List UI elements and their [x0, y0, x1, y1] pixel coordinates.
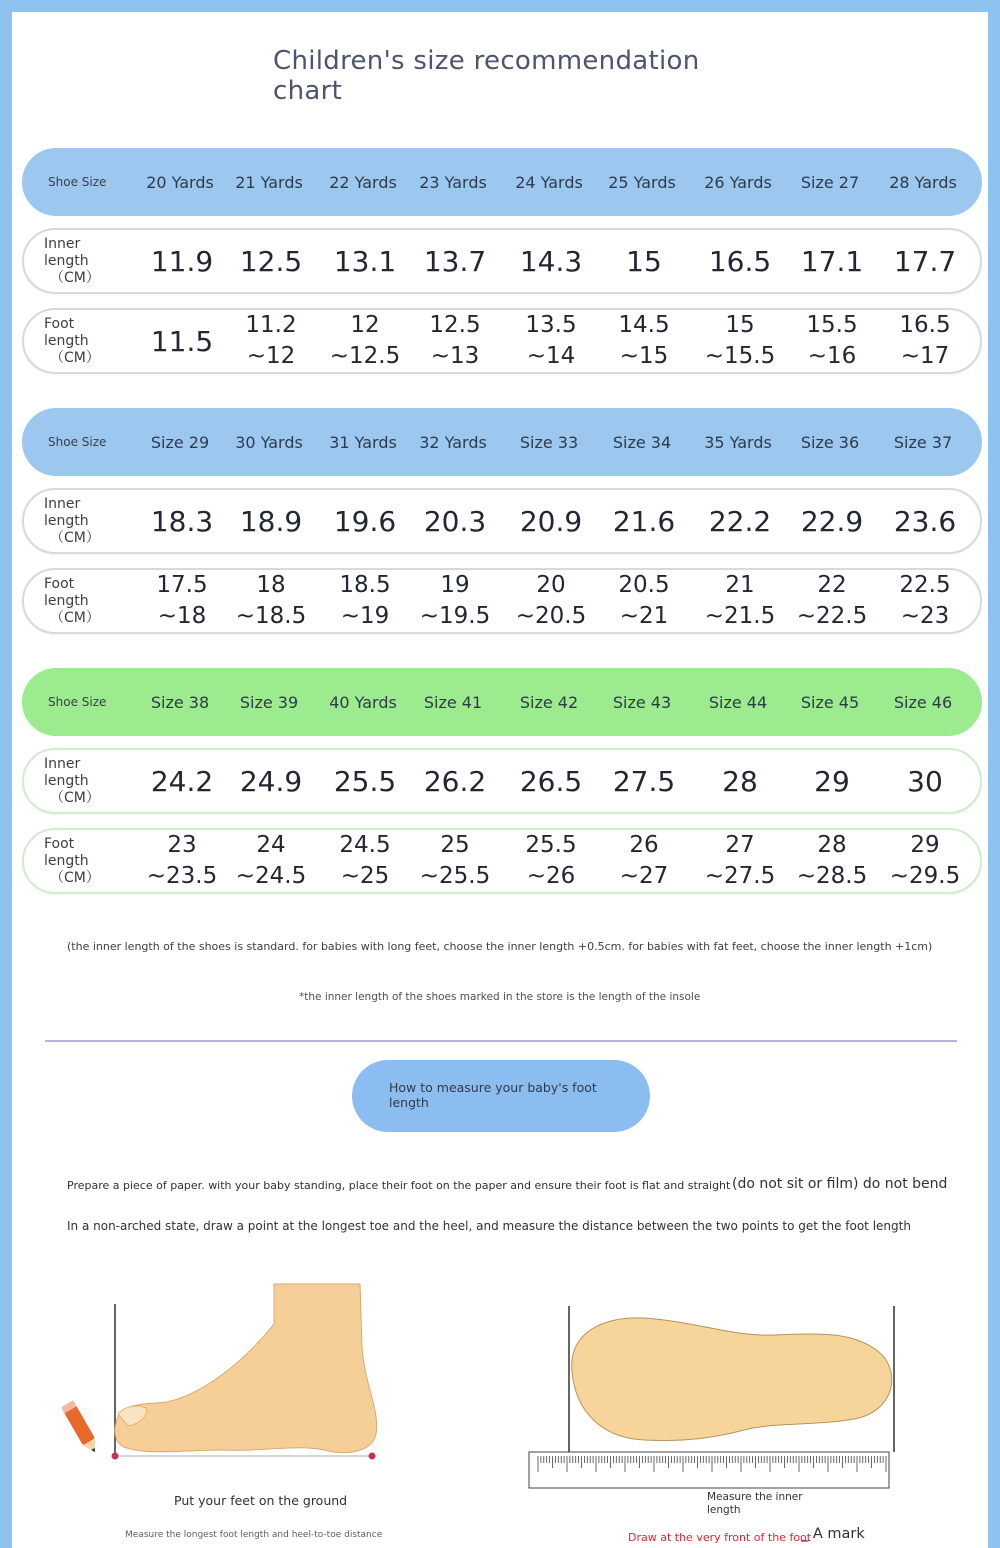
shoe-size-label: Shoe Size — [48, 175, 107, 189]
foot-length-cell — [236, 830, 306, 892]
inner-length-cell: 26.5 — [519, 764, 583, 798]
shoe-size-label: Shoe Size — [48, 435, 107, 449]
inner-length-cell: 26.2 — [423, 764, 487, 798]
foot-length-cell — [890, 830, 960, 892]
caption-measure-longest: Measure the longest foot length and heel-to-toe distance — [125, 1530, 383, 1540]
foot-length-label — [44, 310, 100, 372]
foot-length-cell — [620, 830, 669, 892]
foot-length-value: ~27 — [619, 863, 669, 889]
foot-length-value: 14.5 — [618, 312, 670, 338]
inner-length-cell: 19.6 — [333, 504, 397, 538]
size-header-cell: 25 Yards — [608, 172, 676, 192]
foot-length-cell — [618, 570, 669, 632]
foot-length-row — [22, 828, 982, 894]
size-header-cell: 24 Yards — [515, 172, 583, 192]
size-header-cell: Size 34 — [612, 432, 672, 452]
foot-length-value: 25 — [440, 832, 470, 858]
size-header-cell: 32 Yards — [419, 432, 487, 452]
foot-length-value: 25.5 — [525, 832, 577, 858]
foot-length-value: ~19 — [340, 603, 390, 629]
foot-length-value: ~27.5 — [704, 863, 776, 889]
inner-length-cell: 14.3 — [519, 244, 583, 278]
inner-length-cell: 27.5 — [612, 764, 676, 798]
measure-heading: How to measure your baby's foot length — [352, 1060, 650, 1132]
foot-length-value: ~18 — [157, 603, 207, 629]
size-header-cell: 30 Yards — [235, 432, 303, 452]
foot-length-value: ~16 — [807, 343, 857, 369]
foot-length-value: ~23.5 — [146, 863, 218, 889]
foot-length-cell — [420, 570, 490, 632]
foot-length-value: 15.5 — [806, 312, 858, 338]
foot-length-value: ~12.5 — [329, 343, 401, 369]
inner-length-label-part: length — [44, 512, 89, 529]
inner-length-label-part: Inner — [44, 495, 81, 512]
caption-a-mark: _ A mark — [801, 1526, 865, 1542]
foot-length-value: 11.5 — [150, 324, 214, 358]
foot-length-value: ~25 — [340, 863, 390, 889]
inner-length-label — [44, 230, 100, 292]
foot-length-cell — [429, 310, 480, 372]
foot-length-value: ~13 — [430, 343, 480, 369]
foot-length-value: 12 — [350, 312, 380, 338]
foot-length-value: ~25.5 — [419, 863, 491, 889]
foot-length-cell — [516, 570, 586, 632]
size-header-cell: 21 Yards — [235, 172, 303, 192]
inner-length-cell: 12.5 — [239, 244, 303, 278]
inner-length-cell: 13.7 — [423, 244, 487, 278]
foot-length-cell — [245, 310, 296, 372]
foot-length-value: 15 — [725, 312, 755, 338]
inner-length-row — [22, 488, 982, 554]
inner-length-cell: 18.3 — [150, 504, 214, 538]
foot-length-value: 26 — [629, 832, 659, 858]
size-header-cell: Size 43 — [612, 692, 672, 712]
inner-length-cell: 29 — [814, 764, 850, 798]
foot-length-cell — [797, 830, 867, 892]
foot-length-label-part: （CM） — [50, 609, 100, 626]
foot-length-cell — [525, 310, 576, 372]
foot-length-cell — [899, 570, 950, 632]
foot-length-value: ~19.5 — [419, 603, 491, 629]
foot-length-value: ~22.5 — [796, 603, 868, 629]
inner-length-cell: 20.3 — [423, 504, 487, 538]
foot-length-label-part: Foot — [44, 575, 75, 592]
inner-length-cell: 17.1 — [800, 244, 864, 278]
foot-length-cell — [705, 310, 775, 372]
size-header-cell: Size 46 — [893, 692, 953, 712]
instruction-step-2: In a non-arched state, draw a point at the longest toe and the heel, and measure the distance between the two points to get the foot length — [67, 1219, 911, 1233]
inner-length-cell: 30 — [907, 764, 943, 798]
foot-length-value: 22.5 — [899, 572, 951, 598]
inner-length-cell: 18.9 — [239, 504, 303, 538]
inner-length-cell: 28 — [722, 764, 758, 798]
foot-length-cell — [705, 830, 775, 892]
inner-length-cell: 25.5 — [333, 764, 397, 798]
foot-length-cell — [147, 830, 217, 892]
inner-length-cell: 17.7 — [893, 244, 957, 278]
inner-length-cell: 13.1 — [333, 244, 397, 278]
inner-length-cell: 23.6 — [893, 504, 957, 538]
foot-length-value: ~15.5 — [704, 343, 776, 369]
foot-length-value: 18.5 — [339, 572, 391, 598]
inner-length-label — [44, 490, 100, 552]
size-header-cell: 31 Yards — [329, 432, 397, 452]
size-header-cell: 20 Yards — [146, 172, 214, 192]
foot-length-value: 19 — [440, 572, 470, 598]
foot-length-cell — [806, 310, 857, 372]
size-header-row — [22, 148, 982, 216]
foot-length-value: 21 — [725, 572, 755, 598]
foot-length-value: ~21 — [619, 603, 669, 629]
foot-length-cell — [156, 570, 207, 632]
foot-length-value: 22 — [817, 572, 847, 598]
foot-length-value: 16.5 — [899, 312, 951, 338]
size-header-cell: Size 45 — [800, 692, 860, 712]
foot-length-label — [44, 830, 100, 892]
foot-length-value: ~23 — [900, 603, 950, 629]
inner-length-label-part: length — [44, 252, 89, 269]
size-header-cell: Size 27 — [800, 172, 860, 192]
instruction-step-1-note: (do not sit or film) do not bend — [732, 1176, 948, 1192]
foot-length-cell — [330, 310, 400, 372]
size-header-cell: Size 41 — [423, 692, 483, 712]
size-header-cell: 23 Yards — [419, 172, 487, 192]
inner-length-label-part: length — [44, 772, 89, 789]
inner-length-row — [22, 228, 982, 294]
foot-length-value: ~18.5 — [235, 603, 307, 629]
inner-length-cell: 24.2 — [150, 764, 214, 798]
size-header-cell: 28 Yards — [889, 172, 957, 192]
foot-length-value: ~15 — [619, 343, 669, 369]
foot-length-value: ~24.5 — [235, 863, 307, 889]
caption-feet-on-ground: Put your feet on the ground — [174, 1493, 348, 1508]
inner-length-label-part: （CM） — [50, 789, 100, 806]
size-header-cell: 35 Yards — [704, 432, 772, 452]
divider — [45, 1040, 957, 1042]
foot-length-value: 23 — [167, 832, 197, 858]
inner-length-label-part: Inner — [44, 235, 81, 252]
foot-length-value: 24.5 — [339, 832, 391, 858]
size-header-cell: Size 33 — [519, 432, 579, 452]
inner-length-cell: 11.9 — [150, 244, 214, 278]
foot-length-value: 28 — [817, 832, 847, 858]
foot-length-value: 20 — [536, 572, 566, 598]
foot-length-label-part: Foot — [44, 835, 75, 852]
foot-length-row — [22, 308, 982, 374]
inner-length-row — [22, 748, 982, 814]
foot-length-cell — [339, 830, 390, 892]
size-header-row — [22, 668, 982, 736]
foot-length-value: 17.5 — [156, 572, 208, 598]
foot-length-value: 11.2 — [245, 312, 297, 338]
inner-length-note: (the inner length of the shoes is standard. for babies with long feet, choose the inner length +0.5cm. for babies with fat feet, choose the inner length +1cm) — [67, 940, 933, 953]
page-title: Children's size recommendation chart — [273, 46, 700, 106]
foot-length-cell — [420, 830, 490, 892]
caption-measure-inner: Measure the inner length — [707, 1491, 803, 1516]
size-header-cell: Size 39 — [239, 692, 299, 712]
foot-length-label-part: Foot — [44, 315, 75, 332]
size-header-cell: 26 Yards — [704, 172, 772, 192]
foot-length-value: ~14 — [526, 343, 576, 369]
size-header-cell: Size 29 — [150, 432, 210, 452]
foot-length-value: 27 — [725, 832, 755, 858]
inner-length-cell: 24.9 — [239, 764, 303, 798]
foot-length-cell — [705, 570, 775, 632]
foot-length-cell — [899, 310, 950, 372]
size-header-cell: Size 44 — [708, 692, 768, 712]
size-header-cell: Size 36 — [800, 432, 860, 452]
foot-side-illustration — [62, 1274, 392, 1474]
size-header-cell: Size 38 — [150, 692, 210, 712]
inner-length-cell: 16.5 — [708, 244, 772, 278]
inner-length-cell: 20.9 — [519, 504, 583, 538]
foot-length-value: 12.5 — [429, 312, 481, 338]
insole-note: *the inner length of the shoes marked in the store is the length of the insole — [299, 991, 701, 1003]
inner-length-label-part: （CM） — [50, 529, 100, 546]
foot-length-value: ~12 — [246, 343, 296, 369]
foot-length-value: 18 — [256, 572, 286, 598]
foot-length-cell — [618, 310, 669, 372]
foot-length-cell — [797, 570, 867, 632]
inner-length-cell: 21.6 — [612, 504, 676, 538]
foot-length-value: ~21.5 — [704, 603, 776, 629]
inner-length-label — [44, 750, 100, 812]
foot-length-cell — [151, 310, 213, 372]
foot-length-label-part: length — [44, 852, 89, 869]
caption-draw-front: Draw at the very front of the foot — [628, 1531, 812, 1544]
inner-length-cell: 22.9 — [800, 504, 864, 538]
size-header-cell: 40 Yards — [329, 692, 397, 712]
foot-length-label-part: length — [44, 332, 89, 349]
inner-length-label-part: （CM） — [50, 269, 100, 286]
size-header-row — [22, 408, 982, 476]
foot-length-value: 29 — [910, 832, 940, 858]
shoe-size-label: Shoe Size — [48, 695, 107, 709]
size-header-cell: Size 42 — [519, 692, 579, 712]
foot-length-value: 24 — [256, 832, 286, 858]
foot-length-value: ~26 — [526, 863, 576, 889]
foot-length-label — [44, 570, 100, 632]
foot-length-value: ~29.5 — [889, 863, 961, 889]
inner-length-cell: 22.2 — [708, 504, 772, 538]
foot-length-label-part: length — [44, 592, 89, 609]
foot-length-cell — [236, 570, 306, 632]
foot-length-row — [22, 568, 982, 634]
inner-length-cell: 15 — [626, 244, 662, 278]
foot-length-label-part: （CM） — [50, 869, 100, 886]
foot-length-cell — [339, 570, 390, 632]
instruction-step-1: Prepare a piece of paper. with your baby standing, place their foot on the paper and ensure their foot is flat and straight — [67, 1179, 731, 1192]
foot-length-value: ~20.5 — [515, 603, 587, 629]
size-chart-sheet — [12, 12, 988, 1548]
insole-ruler-illustration — [524, 1302, 904, 1492]
foot-length-value: ~28.5 — [796, 863, 868, 889]
foot-length-cell — [525, 830, 576, 892]
foot-length-value: 13.5 — [525, 312, 577, 338]
inner-length-label-part: Inner — [44, 755, 81, 772]
size-header-cell: Size 37 — [893, 432, 953, 452]
foot-length-value: 20.5 — [618, 572, 670, 598]
foot-length-value: ~17 — [900, 343, 950, 369]
foot-length-label-part: （CM） — [50, 349, 100, 366]
size-header-cell: 22 Yards — [329, 172, 397, 192]
